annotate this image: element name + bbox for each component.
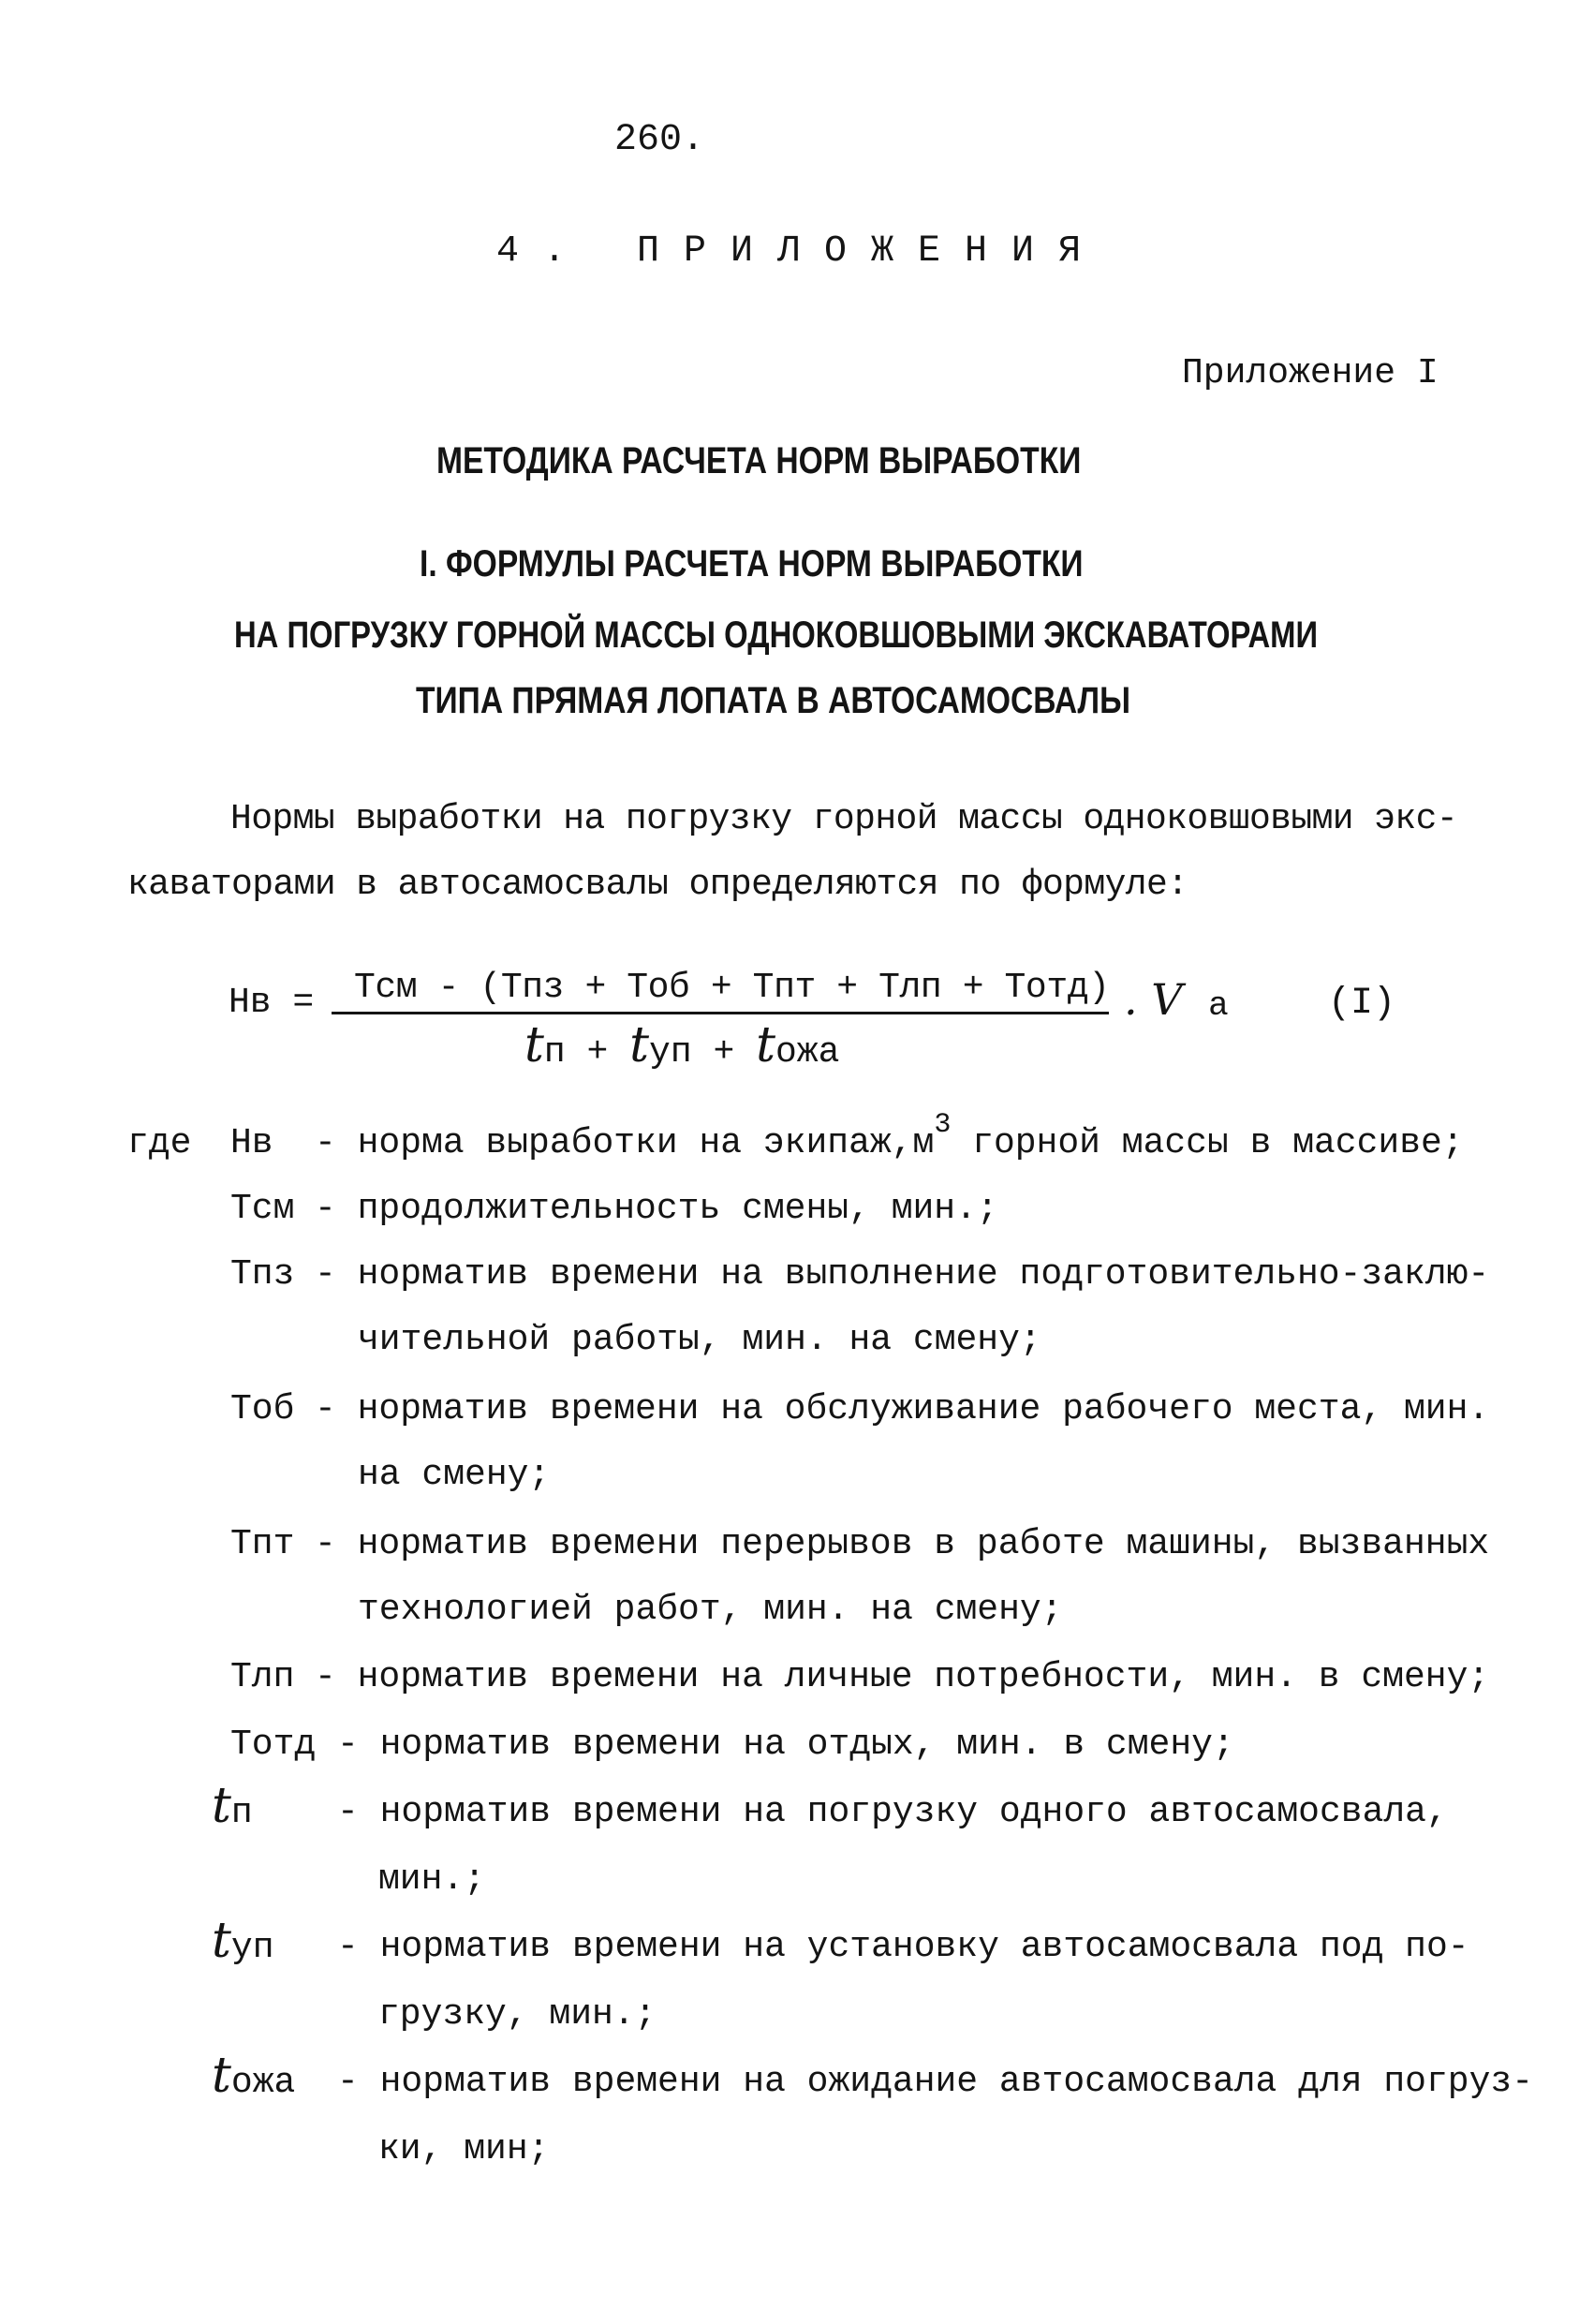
formula-mult: . V [1124,974,1183,1025]
intro-line-1: Нормы выработки на погрузку горной массы одноковшовыми экс- [230,799,1458,839]
def-nv-text [315,1109,1464,1163]
def-symbol-tup [212,1913,274,1969]
def-symbol: Тотд [230,1724,317,1765]
formula-numerator: Тсм - (Тпз + Тоб + Тпт + Тлп + Тотд) [354,968,1110,1008]
def-symbol-tozha [212,2048,295,2104]
intro-line-2: каваторами в автосамосвалы определяются по формуле: [127,865,1188,905]
where-label: где [127,1123,192,1163]
subtitle-line-2: НА ПОГРУЗКУ ГОРНОЙ МАССЫ ОДНОКОВШОВЫМИ ЭКСКАВАТОРАМИ [234,614,1319,656]
t-italic: t [212,2048,231,2104]
section-heading: 4. ПРИЛОЖЕНИЯ [496,230,1106,273]
def-text: - норматив времени на выполнение подготовительно-заклю- [315,1254,1490,1295]
symbol-sub: п [230,1793,253,1833]
def-text-cont: мин.; [378,1859,486,1900]
def-symbol-tp [212,1778,253,1834]
page-number: 260. [614,119,705,161]
formula-denominator [524,1017,839,1073]
def-text-cont: на смену; [358,1455,551,1495]
superscript: 3 [934,1109,952,1141]
den-sub-p: п + [543,1032,609,1073]
fraction-bar [332,1012,1109,1014]
t-italic: t [756,1017,775,1073]
t-italic: t [212,1778,231,1834]
def-symbol: Нв [230,1123,273,1163]
def-text-cont: чительной работы, мин. на смену; [358,1320,1041,1360]
def-symbol: Тоб [230,1389,295,1429]
def-text: - норматив времени на установку автосамосвала под по- [337,1927,1469,1967]
def-text: - норматив времени на личные потребности, мин. в смену; [315,1657,1490,1697]
def-symbol: Тпз [230,1254,295,1295]
def-text: - норматив времени на отдых, мин. в смену; [337,1724,1234,1765]
def-text-cont: грузку, мин.; [378,1994,657,2035]
symbol-sub: уп [230,1928,274,1968]
method-title: МЕТОДИКА РАСЧЕТА НОРМ ВЫРАБОТКИ [436,440,1082,481]
formula-lhs: Нв = [229,983,315,1023]
t-italic: t [629,1017,650,1073]
def-text: - продолжительность смены, мин.; [315,1189,998,1229]
formula-v-sub: а [1208,986,1229,1025]
appendix-label: Приложение I [1182,353,1439,393]
def-nv-desc: - норма выработки на экипаж,м [315,1123,935,1163]
subtitle-line-3: ТИПА ПРЯМАЯ ЛОПАТА В АВТОСАМОСВАЛЫ [416,680,1130,721]
t-italic: t [524,1017,544,1073]
def-text: - норматив времени на погрузку одного автосамосвала, [337,1792,1448,1832]
t-italic: t [212,1913,231,1969]
def-text: - норматив времени перерывов в работе машины, вызванных [315,1524,1490,1564]
def-text: - норматив времени на ожидание автосамосвала для погруз- [337,2062,1534,2102]
def-symbol: Тпт [230,1524,295,1564]
subtitle-line-1: I. ФОРМУЛЫ РАСЧЕТА НОРМ ВЫРАБОТКИ [420,543,1084,585]
def-text: - норматив времени на обслуживание рабочего места, мин. [315,1389,1490,1429]
def-text-cont: технологией работ, мин. на смену; [358,1590,1063,1630]
den-sub-ozha: ожа [775,1032,840,1073]
def-symbol: Тсм [230,1189,295,1229]
formula-number: (I) [1328,983,1396,1025]
def-symbol: Тлп [230,1657,295,1697]
formula-multiplier [1124,974,1229,1028]
def-nv-tail: горной массы в массиве; [972,1123,1464,1163]
def-text-cont: ки, мин; [378,2129,550,2169]
symbol-sub: ожа [230,2063,296,2103]
den-sub-up: уп + [649,1032,735,1073]
